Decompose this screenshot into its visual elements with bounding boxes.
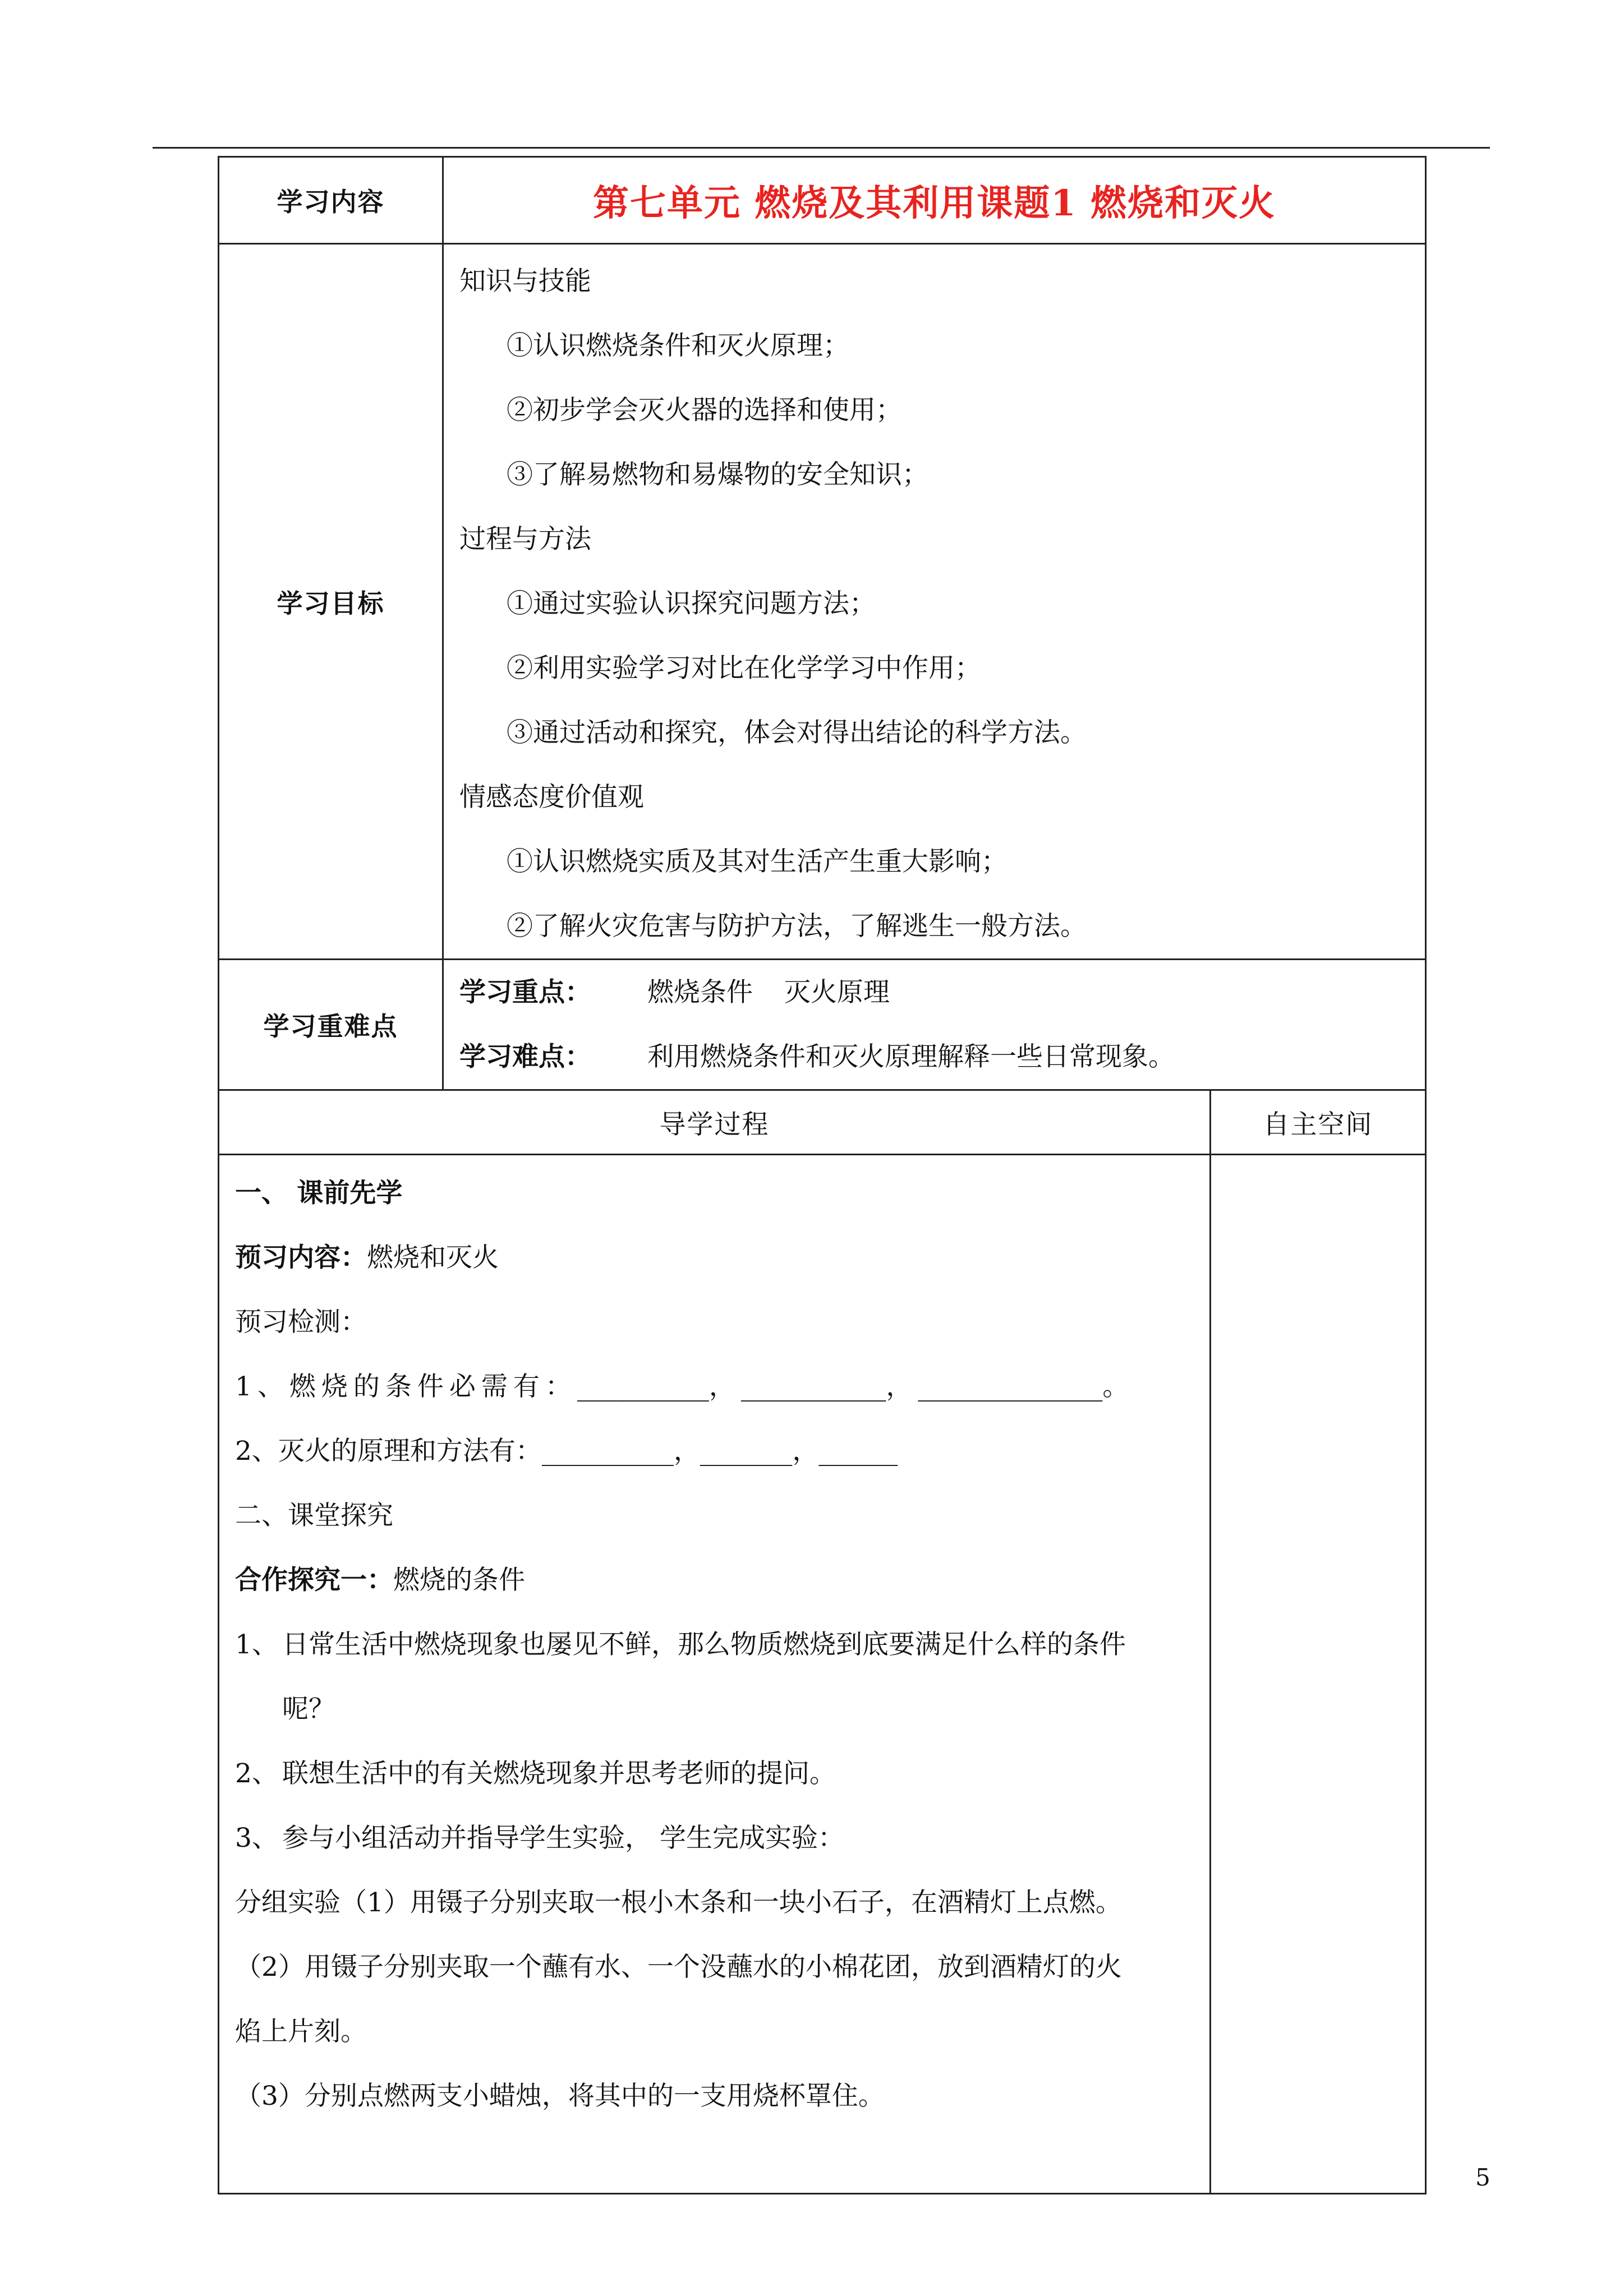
goal-item: ①认识燃烧实质及其对生活产生重大影响； (507, 846, 1007, 877)
process-column-header: 导学过程 (219, 1090, 1211, 1155)
coop-line (219, 1548, 1209, 1612)
question-2 (219, 1419, 1209, 1483)
step-1-continued: 呢？ (282, 1694, 335, 1725)
page-number: 5 (1475, 2164, 1490, 2191)
separator: ， (792, 1436, 819, 1467)
content-row (219, 157, 1426, 244)
difficulty-line (444, 1025, 1425, 1089)
goals-row (219, 244, 1426, 960)
coop-label: 合作探究一： (235, 1565, 393, 1596)
step-text: 联想生活中的有关燃烧现象并思考老师的提问。 (282, 1758, 836, 1789)
focus-line (444, 960, 1425, 1025)
process-content (219, 1155, 1211, 2194)
step-number: 2、 (235, 1758, 278, 1789)
step-3 (219, 1806, 1209, 1870)
step-text: 参与小组活动并指导学生实验， 学生完成实验： (282, 1823, 844, 1854)
goal-item: ③通过活动和探究，体会对得出结论的科学方法。 (507, 717, 1087, 748)
answer-blank: __________ (541, 1436, 674, 1467)
goal-item: ②了解火灾危害与防护方法，了解逃生一般方法。 (507, 911, 1087, 942)
content-label: 学习内容 (219, 157, 443, 244)
header-rule (153, 147, 1490, 149)
goal-heading-process: 过程与方法 (459, 524, 591, 555)
step-2 (219, 1741, 1209, 1806)
focus-label: 学习重点： (459, 977, 591, 1008)
goal-item: ②利用实验学习对比在化学学习中作用； (507, 653, 981, 684)
preview-line (219, 1225, 1209, 1290)
question-1-text: 1、燃烧的条件必需有： (235, 1371, 577, 1402)
separator: 。 (1102, 1371, 1135, 1402)
answer-blank: _______ (700, 1436, 793, 1467)
goal-item: ③了解易燃物和易爆物的安全知识； (507, 459, 928, 490)
separator: ， (886, 1371, 918, 1402)
step-number: 3、 (235, 1823, 278, 1854)
focus-text-a: 燃烧条件 (647, 977, 753, 1008)
self-space-cell (1211, 1155, 1426, 2194)
separator: ， (709, 1371, 741, 1402)
goals-content (443, 244, 1426, 960)
goals-label: 学习目标 (219, 244, 443, 960)
experiment-2: （2）用镊子分别夹取一个蘸有水、一个没蘸水的小棉花团，放到酒精灯的火 (235, 1952, 1122, 1983)
experiment-3: （3）分别点燃两支小蜡烛，将其中的一支用烧杯罩住。 (235, 2081, 885, 2111)
coop-text: 燃烧的条件 (393, 1565, 525, 1596)
difficulty-label: 学习难点： (459, 1041, 591, 1072)
answer-blank: __________ (577, 1371, 709, 1402)
goal-heading-attitude: 情感态度价值观 (459, 782, 644, 813)
step-text: 日常生活中燃烧现象也屡见不鲜，那么物质燃烧到底要满足什么样的条件 (282, 1629, 1126, 1660)
section-title-preview: 一、 课前先学 (235, 1178, 403, 1209)
question-2-text: 2、灭火的原理和方法有： (235, 1436, 542, 1467)
difficulty-text: 利用燃烧条件和灭火原理解释一些日常现象。 (647, 1041, 1175, 1072)
goal-heading-knowledge: 知识与技能 (459, 266, 591, 297)
preview-text: 燃烧和灭火 (367, 1242, 499, 1273)
separator: ， (673, 1436, 700, 1467)
preview-label: 预习内容： (235, 1242, 367, 1273)
step-1 (219, 1612, 1209, 1677)
key-points-label: 学习重难点 (219, 960, 443, 1090)
process-body-row (219, 1155, 1426, 2194)
focus-text-b: 灭火原理 (784, 977, 890, 1008)
answer-blank: ______________ (918, 1371, 1103, 1402)
check-label: 预习检测： (235, 1307, 367, 1338)
process-header-row (219, 1090, 1426, 1155)
section-title-explore: 二、课堂探究 (235, 1500, 393, 1531)
key-points-row (219, 960, 1426, 1090)
key-points-content (443, 960, 1426, 1090)
goal-item: ②初步学会灭火器的选择和使用； (507, 395, 902, 426)
goal-item: ①通过实验认识探究问题方法； (507, 588, 876, 619)
experiment-1: 分组实验（1）用镊子分别夹取一根小木条和一块小石子，在酒精灯上点燃。 (235, 1887, 1122, 1918)
step-number: 1、 (235, 1629, 278, 1660)
answer-blank: ______ (818, 1436, 898, 1467)
question-1 (219, 1354, 1209, 1419)
lesson-plan-table (218, 156, 1427, 2194)
lesson-title: 第七单元 燃烧及其利用课题1 燃烧和灭火 (443, 157, 1426, 244)
answer-blank: ___________ (740, 1371, 886, 1402)
goal-item: ①认识燃烧条件和灭火原理； (507, 330, 849, 361)
experiment-2-continued: 焰上片刻。 (235, 2016, 367, 2047)
self-space-column-header: 自主空间 (1211, 1090, 1426, 1155)
